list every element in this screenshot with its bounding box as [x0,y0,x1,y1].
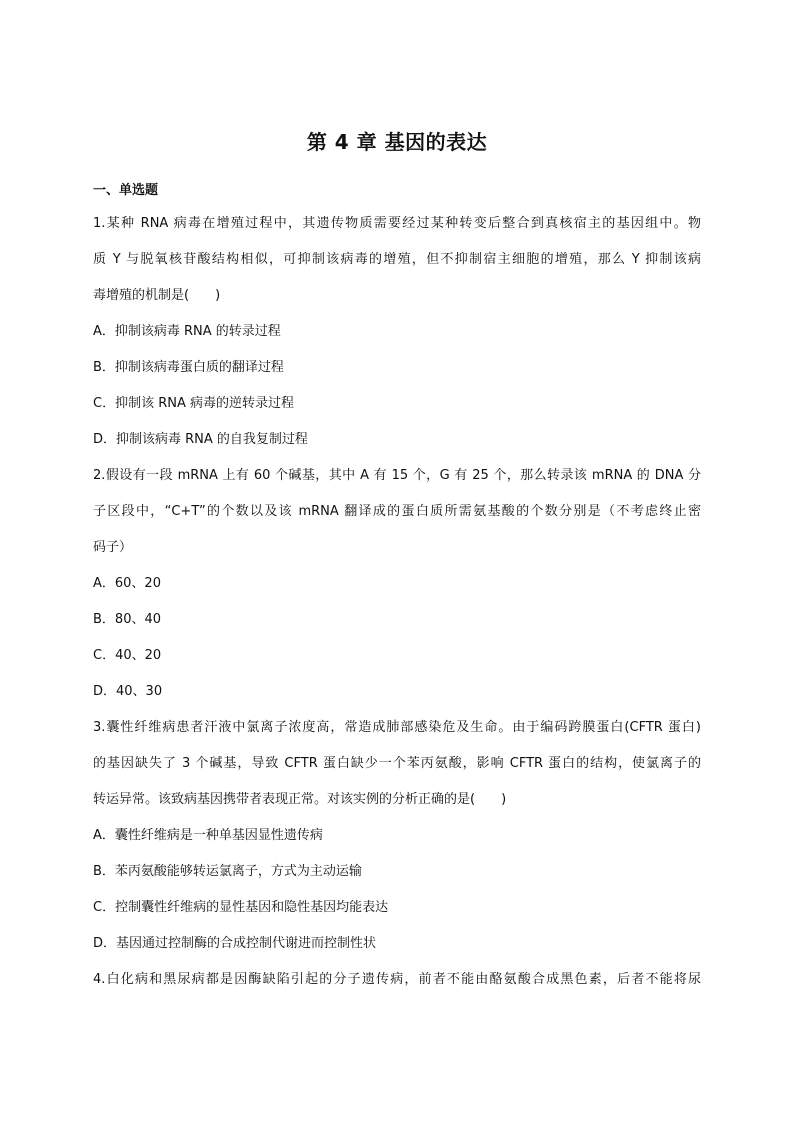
question-2-line-1: 2.假设有一段 mRNA 上有 60 个碱基，其中 A 有 15 个，G 有 25 个，那么转录该 mRNA 的 DNA 分 [93,468,701,483]
section-heading: 一、单选题 [93,183,159,198]
question-3-option-b: B．苯丙氨酸能够转运氯离子，方式为主动运输 [93,864,362,879]
question-1-option-c: C．抑制该 RNA 病毒的逆转录过程 [93,396,294,411]
question-3-line-3: 转运异常。该致病基因携带者表现正常。对该实例的分析正确的是( ) [93,792,507,807]
question-2-line-2: 子区段中，“C+T”的个数以及该 mRNA 翻译成的蛋白质所需氨基酸的个数分别是（不考虑终止密 [93,504,701,519]
page-title: 第 4 章 基因的表达 [306,130,488,154]
question-2-option-b: B．80、40 [93,612,162,627]
question-2-option-d: D．40、30 [93,684,163,699]
question-1-option-a: A．抑制该病毒 RNA 的转录过程 [93,324,281,339]
question-3-option-a: A．囊性纤维病是一种单基因显性遗传病 [93,828,323,843]
question-1-option-b: B．抑制该病毒蛋白质的翻译过程 [93,360,284,375]
question-3-line-1: 3.囊性纤维病患者汗液中氯离子浓度高，常造成肺部感染危及生命。由于编码跨膜蛋白(CFTR 蛋白) [93,720,701,735]
question-2-option-c: C．40、20 [93,648,162,663]
question-4-line-1: 4.白化病和黑尿病都是因酶缺陷引起的分子遗传病，前者不能由酪氨酸合成黑色素，后者不能将尿 [93,972,701,987]
question-3-option-d: D．基因通过控制酶的合成控制代谢进而控制性状 [93,936,377,951]
question-2-line-3: 码子） [93,540,133,555]
question-1-line-1: 1.某种 RNA 病毒在增殖过程中，其遗传物质需要经过某种转变后整合到真核宿主的基因组中。物 [93,216,701,231]
question-1-line-3: 毒增殖的机制是( ) [93,288,221,303]
question-1-option-d: D．抑制该病毒 RNA 的自我复制过程 [93,432,308,447]
question-2-option-a: A．60、20 [93,576,161,591]
question-1-line-2: 质 Y 与脱氧核苷酸结构相似，可抑制该病毒的增殖，但不抑制宿主细胞的增殖，那么 Y 抑制该病 [93,252,701,267]
question-3-option-c: C．控制囊性纤维病的显性基因和隐性基因均能表达 [93,900,389,915]
question-3-line-2: 的基因缺失了 3 个碱基，导致 CFTR 蛋白缺少一个苯丙氨酸，影响 CFTR 蛋白的结构，使氯离子的 [93,756,701,771]
